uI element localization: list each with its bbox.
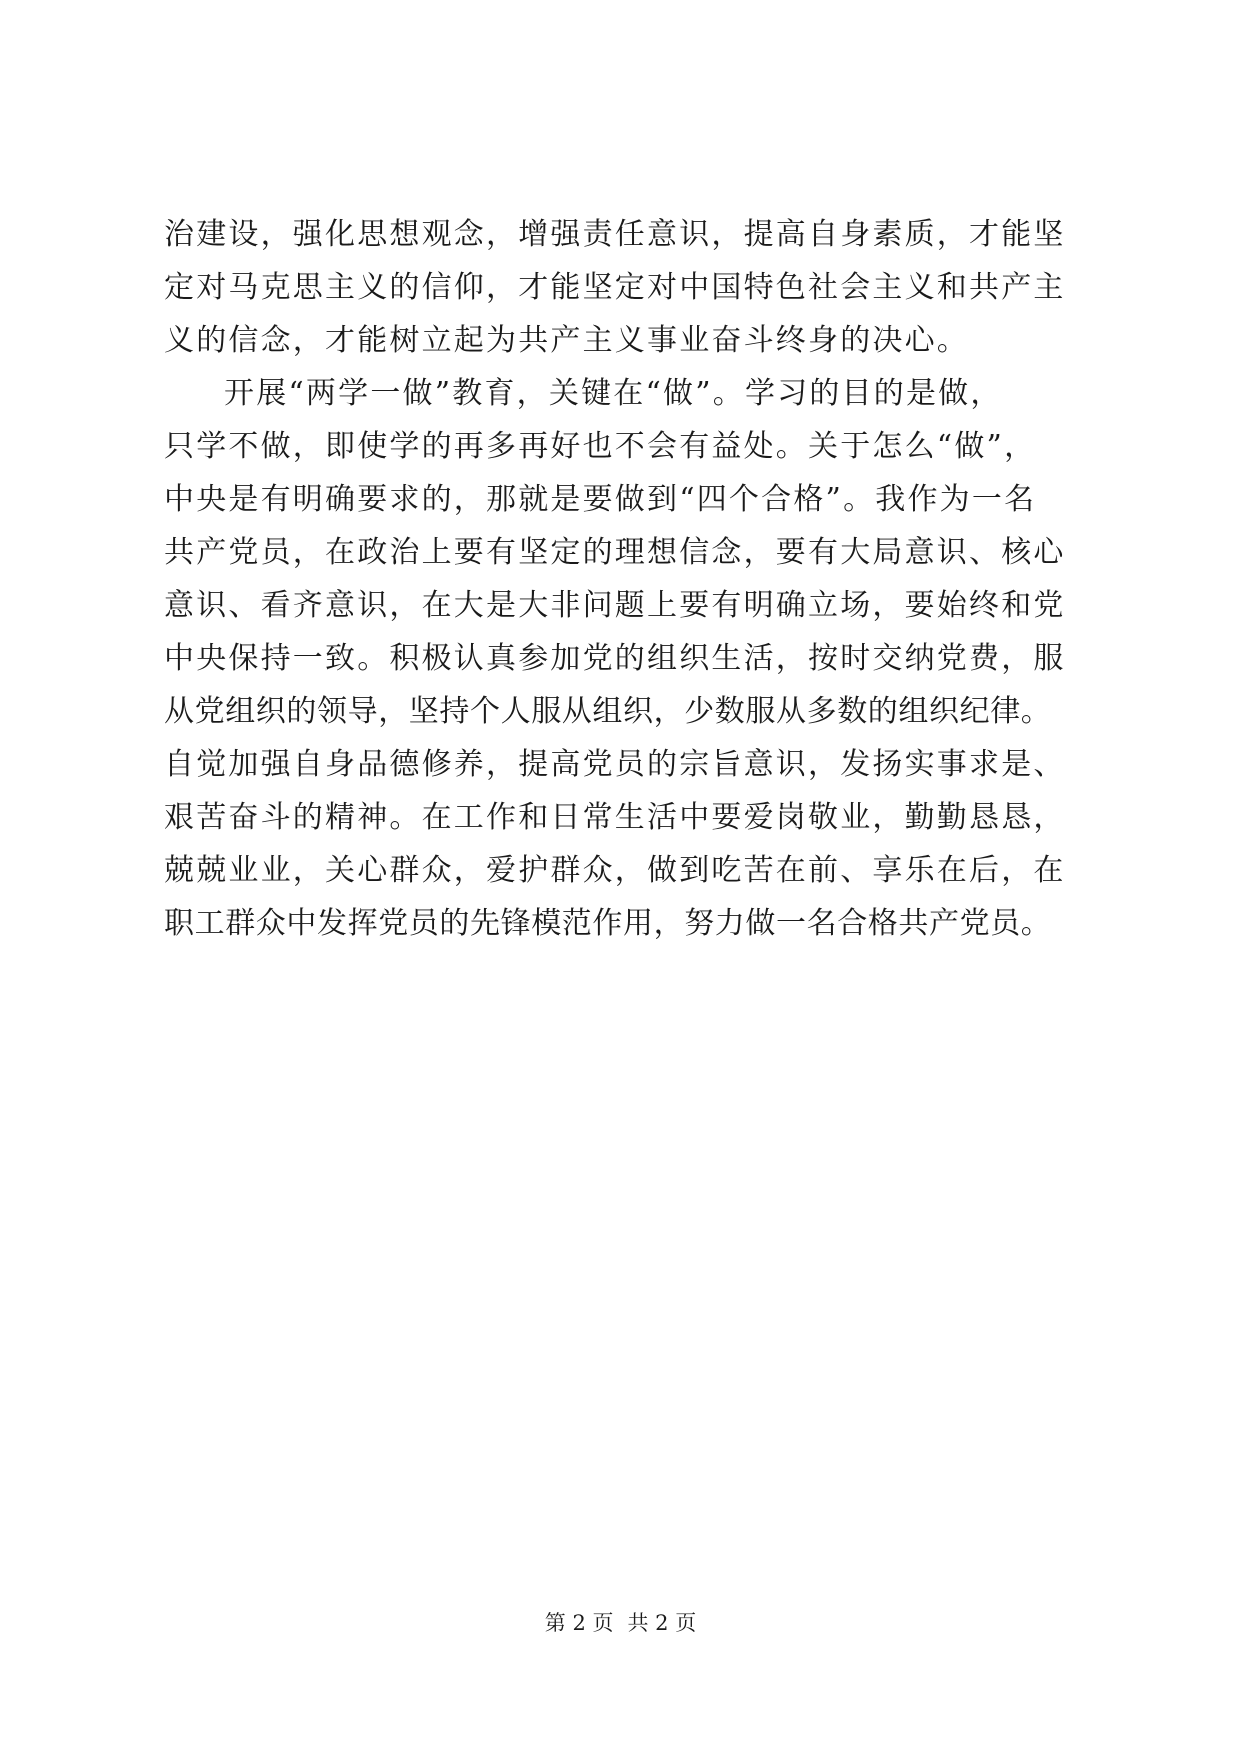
text-line: 中央保持一致。积极认真参加党的组织生活，按时交纳党费，服 (164, 641, 1066, 676)
text-line: 艰苦奋斗的精神。在工作和日常生活中要爱岗敬业，勤勤恳恳， (164, 800, 1066, 835)
text-line: 定对马克思主义的信仰，才能坚定对中国特色社会主义和共产主 (164, 270, 1066, 305)
text-line: 意识、看齐意识，在大是大非问题上要有明确立场，要始终和党 (164, 588, 1066, 623)
paragraph-first-line: 开展“两学一做”教育，关键在“做”。学习的目的是做， (224, 376, 1003, 411)
text-line: 职工群众中发挥党员的先锋模范作用，努力做一名合格共产党员。 (164, 906, 1052, 941)
text-line: 共产党员，在政治上要有坚定的理想信念，要有大局意识、核心 (164, 535, 1066, 570)
page-total: 共 2 页 (627, 1611, 697, 1635)
text-line: 治建设，强化思想观念，增强责任意识，提高自身素质，才能坚 (164, 217, 1066, 252)
text-line: 只学不做，即使学的再多再好也不会有益处。关于怎么“做”， (164, 429, 1037, 464)
text-line: 从党组织的领导，坚持个人服从组织，少数服从多数的组织纪律。 (164, 694, 1052, 729)
text-line: 义的信念，才能树立起为共产主义事业奋斗终身的决心。 (164, 323, 969, 358)
text-line: 自觉加强自身品德修养，提高党员的宗旨意识，发扬实事求是、 (164, 747, 1066, 782)
document-body (164, 208, 1084, 950)
text-line: 中央是有明确要求的，那就是要做到“四个合格”。我作为一名 (164, 482, 1037, 517)
page-footer (0, 1608, 1241, 1638)
page-number: 第 2 页 (544, 1611, 614, 1635)
text-line: 兢兢业业，关心群众，爱护群众，做到吃苦在前、享乐在后，在 (164, 853, 1066, 888)
